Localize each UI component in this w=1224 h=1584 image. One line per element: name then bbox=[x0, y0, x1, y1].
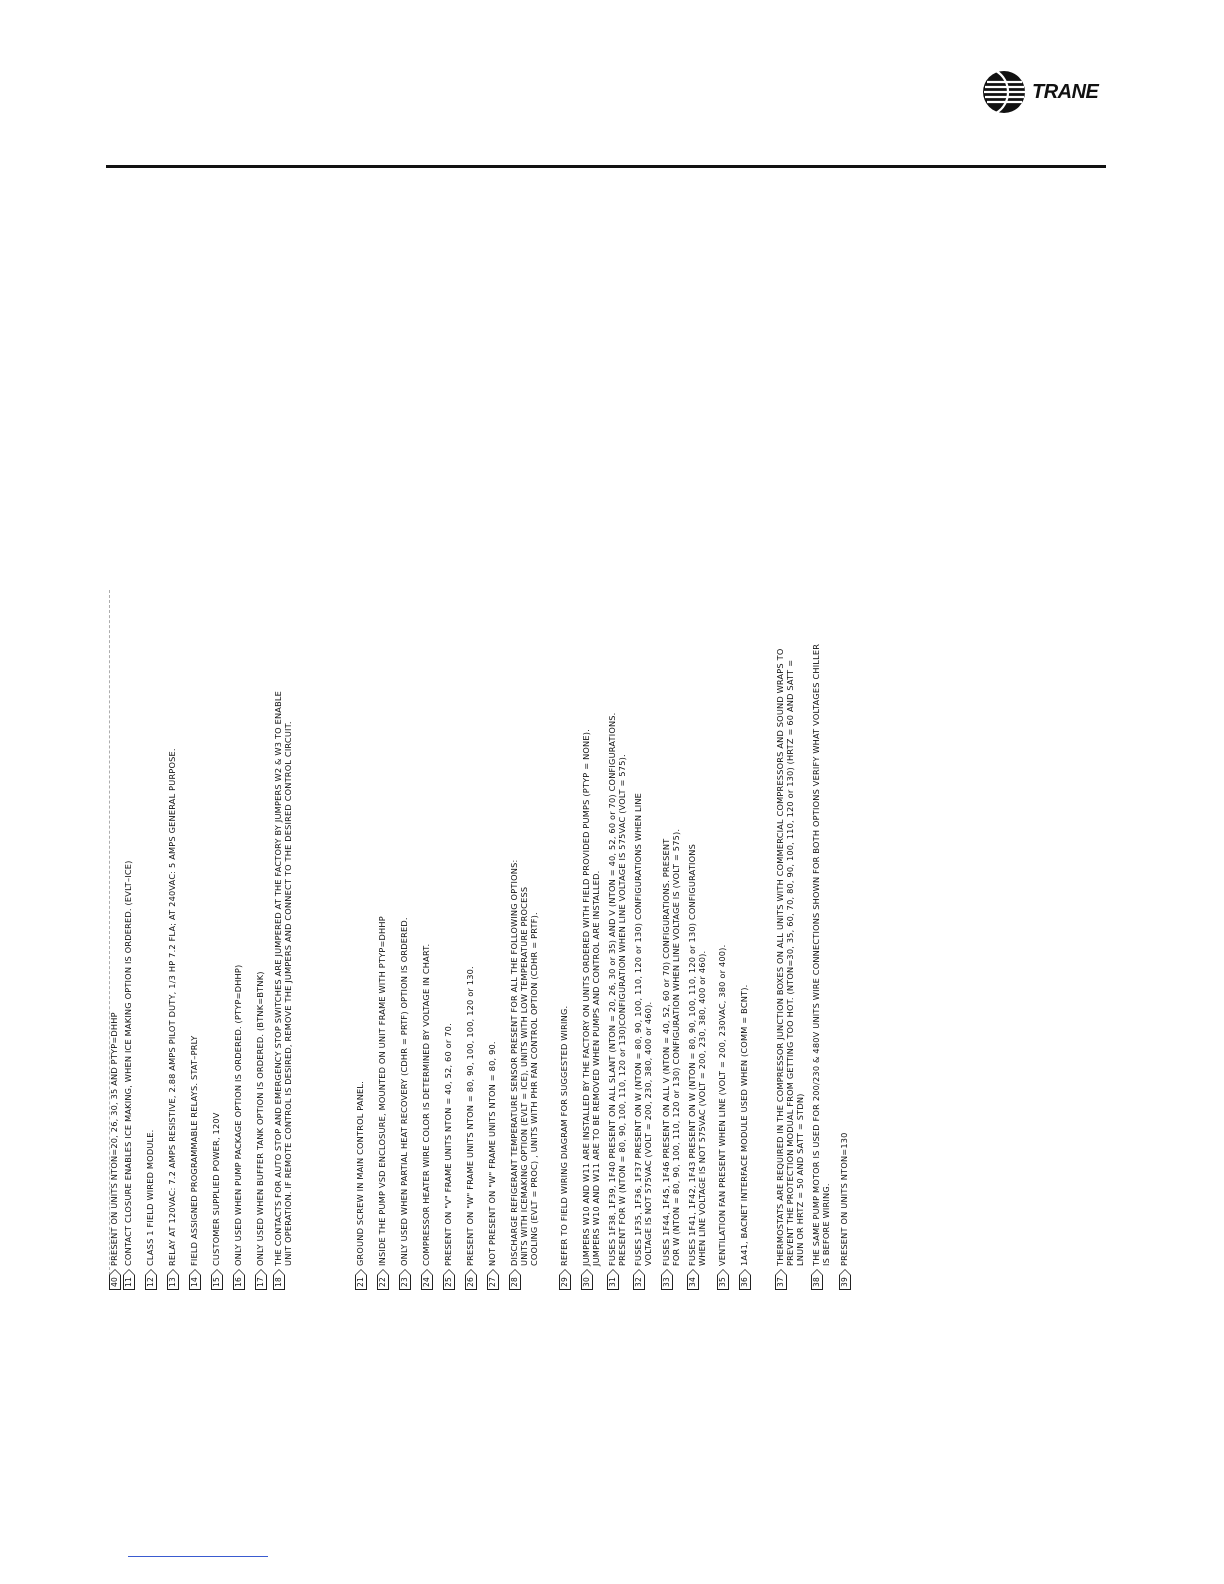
note-36 bbox=[739, 985, 751, 1290]
note-number-tag: 26 bbox=[465, 1275, 477, 1290]
note-31 bbox=[607, 713, 627, 1291]
note-15 bbox=[211, 1112, 223, 1290]
note-33 bbox=[661, 829, 681, 1290]
note-text: 1A41, BACNET INTERFACE MODULE USED WHEN (COMM = BCNT). bbox=[739, 984, 749, 1266]
note-32 bbox=[633, 793, 653, 1290]
note-text: FUSES 1F41, 1F42, 1F43 PRESENT ON W (NTON = 80, 90, 100, 110, 120 or 130) CONFIGURATIONS WHEN LINE VOLTAGE IS NOT 575VAC (VOLT = 200, 230, 380, 400 or 460). bbox=[687, 843, 707, 1266]
note-40 bbox=[109, 1012, 121, 1290]
note-number-tag: 22 bbox=[377, 1275, 389, 1290]
note-28 bbox=[509, 860, 539, 1290]
note-16 bbox=[233, 965, 245, 1290]
note-number-tag: 34 bbox=[687, 1275, 699, 1290]
note-17 bbox=[255, 971, 267, 1290]
note-number-tag: 32 bbox=[633, 1275, 645, 1290]
note-25 bbox=[443, 1023, 455, 1290]
note-number-tag: 31 bbox=[607, 1275, 619, 1290]
note-number-tag: 37 bbox=[775, 1275, 787, 1290]
note-number-tag: 21 bbox=[355, 1275, 367, 1290]
note-21 bbox=[355, 1081, 367, 1290]
note-13 bbox=[167, 748, 179, 1290]
note-number-tag: 36 bbox=[739, 1275, 751, 1290]
note-number-tag: 24 bbox=[421, 1275, 433, 1290]
note-number-tag: 13 bbox=[167, 1275, 179, 1290]
note-text: CUSTOMER SUPPLIED POWER, 120V bbox=[211, 1112, 221, 1266]
note-number-tag: 35 bbox=[717, 1275, 729, 1290]
note-text: VENTILATION FAN PRESENT WHEN LINE (VOLT = 200, 230VAC, 380 or 400). bbox=[717, 944, 727, 1266]
note-number-tag: 15 bbox=[211, 1275, 223, 1290]
note-22 bbox=[377, 916, 389, 1290]
note-29 bbox=[559, 1006, 571, 1290]
note-text: FUSES 1F44, 1F45, 1F46 PRESENT ON ALL V (NTON = 40, 52, 60 or 70) CONFIGURATIONS. PRESENT FOR W (NTON = 80, 90, 100, 110, 120 or 130) CONFIGURATION WHEN LINE VOLTAGE IS (VOLT = 575). bbox=[661, 828, 681, 1266]
footer-link-line bbox=[128, 1556, 268, 1557]
note-number-tag: 33 bbox=[661, 1275, 673, 1290]
note-text: FIELD ASSIGNED PROGRAMMABLE RELAYS. STAT–PRLY bbox=[189, 1035, 199, 1266]
note-number-tag: 14 bbox=[189, 1275, 201, 1290]
note-text: PRESENT ON "W" FRAME UNITS NTON = 80, 90, 100, 100, 120 or 130. bbox=[465, 966, 475, 1266]
note-text: ONLY USED WHEN PUMP PACKAGE OPTION IS ORDERED. (PTYP=DHHP) bbox=[233, 964, 243, 1266]
note-number-tag: 12 bbox=[145, 1275, 157, 1290]
note-27 bbox=[487, 1041, 499, 1290]
note-number-tag: 18 bbox=[273, 1275, 285, 1290]
note-number-tag: 16 bbox=[233, 1275, 245, 1290]
note-text: REFER TO FIELD WIRING DIAGRAM FOR SUGGESTED WIRING. bbox=[559, 1005, 569, 1266]
note-text: COMPRESSOR HEATER WIRE COLOR IS DETERMINED BY VOLTAGE IN CHART. bbox=[421, 943, 431, 1266]
note-30 bbox=[581, 729, 601, 1290]
note-38 bbox=[811, 644, 831, 1290]
note-26 bbox=[465, 966, 477, 1290]
note-text: NOT PRESENT ON "W" FRAME UNITS NTON = 80, 90. bbox=[487, 1041, 497, 1266]
note-24 bbox=[421, 944, 433, 1290]
note-text: FUSES 1F35, 1F36, 1F37 PRESENT ON W (NTON = 80, 90, 100, 110, 120 or 130) CONFIGURATIONS WHEN LINE VOLTAGE IS NOT 575VAC (VOLT = 200, 230, 380, 400 or 460). bbox=[633, 792, 653, 1266]
note-text: THERMOSTATS ARE REQUIRED IN THE COMPRESSOR JUNCTION BOXES ON ALL UNITS WITH COMMERCIAL COMPRESSORS AND SOUND WRAPS TO PREVENT THE PROTECTION MODUAL FROM GETTING TOO HOT. (NTON=30, 35, 60, 70, 80, 90, 100, 110, 120 or 130) (HRTZ = 60 AND SATT = LNUN OR HRTZ = 50 AND SATT = STDN) bbox=[775, 648, 805, 1266]
note-23 bbox=[399, 917, 411, 1290]
note-35 bbox=[717, 945, 729, 1290]
brand-name: TRANE bbox=[1032, 80, 1099, 103]
note-text: GROUND SCREW IN MAIN CONTROL PANEL. bbox=[355, 1081, 365, 1266]
note-text: FUSES 1F38, 1F39, 1F40 PRESENT ON ALL SLANT (NTON = 20, 26, 30 or 35) AND V (NTON = 40, 52, 60 or 70) CONFIGURATIONS. PRESENT FOR W (NTON = 80, 90, 100, 110, 120 or 130)CONFIGURATION WHEN LINE VOLTAGE IS 575VAC (VOLT = 575). bbox=[607, 712, 627, 1266]
note-text: ONLY USED WHEN BUFFER TANK OPTION IS ORDERED. (BTNK=BTNK) bbox=[255, 971, 265, 1266]
note-39 bbox=[839, 1132, 851, 1290]
note-number-tag: 40 bbox=[109, 1275, 121, 1290]
note-text: CLASS 1 FIELD WIRED MODULE. bbox=[145, 1129, 155, 1266]
note-number-tag: 23 bbox=[399, 1275, 411, 1290]
note-number-tag: 17 bbox=[255, 1275, 267, 1290]
note-number-tag: 30 bbox=[581, 1275, 593, 1290]
note-34 bbox=[687, 844, 707, 1290]
note-text: PRESENT ON UNITS NTON=130 bbox=[839, 1132, 849, 1266]
note-number-tag: 27 bbox=[487, 1275, 499, 1290]
note-text: THE CONTACTS FOR AUTO STOP AND EMERGENCY STOP SWITCHES ARE JUMPERED AT THE FACTORY BY JUMPERS W2 & W3 TO ENABLE UNIT OPERATION. IF REMOTE CONTROL IS DESIRED, REMOVE THE JUMPERS AND CONNECT TO THE DESIRED CONTROL CIRCUIT. bbox=[273, 690, 293, 1266]
note-text: CONTACT CLOSURE ENABLES ICE MAKING, WHEN ICE MAKING OPTION IS ORDERED. (EVLT–ICE) bbox=[123, 860, 133, 1266]
note-number-tag: 25 bbox=[443, 1275, 455, 1290]
note-18 bbox=[273, 691, 293, 1290]
note-text: PRESENT ON "V" FRAME UNITS NTON = 40, 52, 60 or 70. bbox=[443, 1023, 453, 1266]
note-12 bbox=[145, 1130, 157, 1290]
note-text: RELAY AT 120VAC: 7.2 AMPS RESISTIVE, 2.88 AMPS PILOT DUTY, 1/3 HP 7.2 FLA; AT 240VAC: 5 AMPS GENERAL PURPOSE. bbox=[167, 748, 177, 1266]
note-text: INSIDE THE PUMP VSD ENCLOSURE, MOUNTED ON UNIT FRAME WITH PTYP=DHHP bbox=[377, 916, 387, 1266]
note-37 bbox=[775, 649, 805, 1290]
note-text: PRESENT ON UNITS NTON=20, 26, 30, 35 AND PTYP=DHHP bbox=[109, 1012, 119, 1266]
note-14 bbox=[189, 1036, 201, 1290]
note-number-tag: 38 bbox=[811, 1275, 823, 1290]
wiring-notes bbox=[109, 100, 889, 1290]
note-text: THE SAME PUMP MOTOR IS USED FOR 200/230 & 480V UNITS WIRE CONNECTIONS SHOWN FOR BOTH OPTIONS VERIFY WHAT VOLTAGES CHILLER IS BEFORE WIRING. bbox=[811, 643, 831, 1266]
note-text: JUMPERS W10 AND W11 ARE INSTALLED BY THE FACTORY ON UNITS ORDERED WITH FIELD PROVIDED PUMPS (PTYP = NONE). JUMPERS W10 AND W11 ARE TO BE REMOVED WHEN PUMPS AND CONTROL ARE INSTALLED. bbox=[581, 729, 601, 1266]
note-number-tag: 28 bbox=[509, 1275, 521, 1290]
note-number-tag: 29 bbox=[559, 1275, 571, 1290]
note-11 bbox=[123, 860, 135, 1290]
note-text: ONLY USED WHEN PARTIAL HEAT RECOVERY (CDHR = PRTF) OPTION IS ORDERED. bbox=[399, 917, 409, 1266]
note-number-tag: 39 bbox=[839, 1275, 851, 1290]
note-number-tag: 11 bbox=[123, 1275, 135, 1290]
note-text: DISCHARGE REFIGERANT TEMPERATURE SENSOR PRESENT FOR ALL THE FOLLOWING OPTIONS: UNITS WITH ICEMAKING OPTION (EVLT = ICE), UNITS WITH LOW TEMPERATURE PROCESS COOLING (EVLT = PROC) , UNITS WITH PHR FAN CONTROL OPTION (CDHR = PRTF). bbox=[509, 859, 539, 1266]
